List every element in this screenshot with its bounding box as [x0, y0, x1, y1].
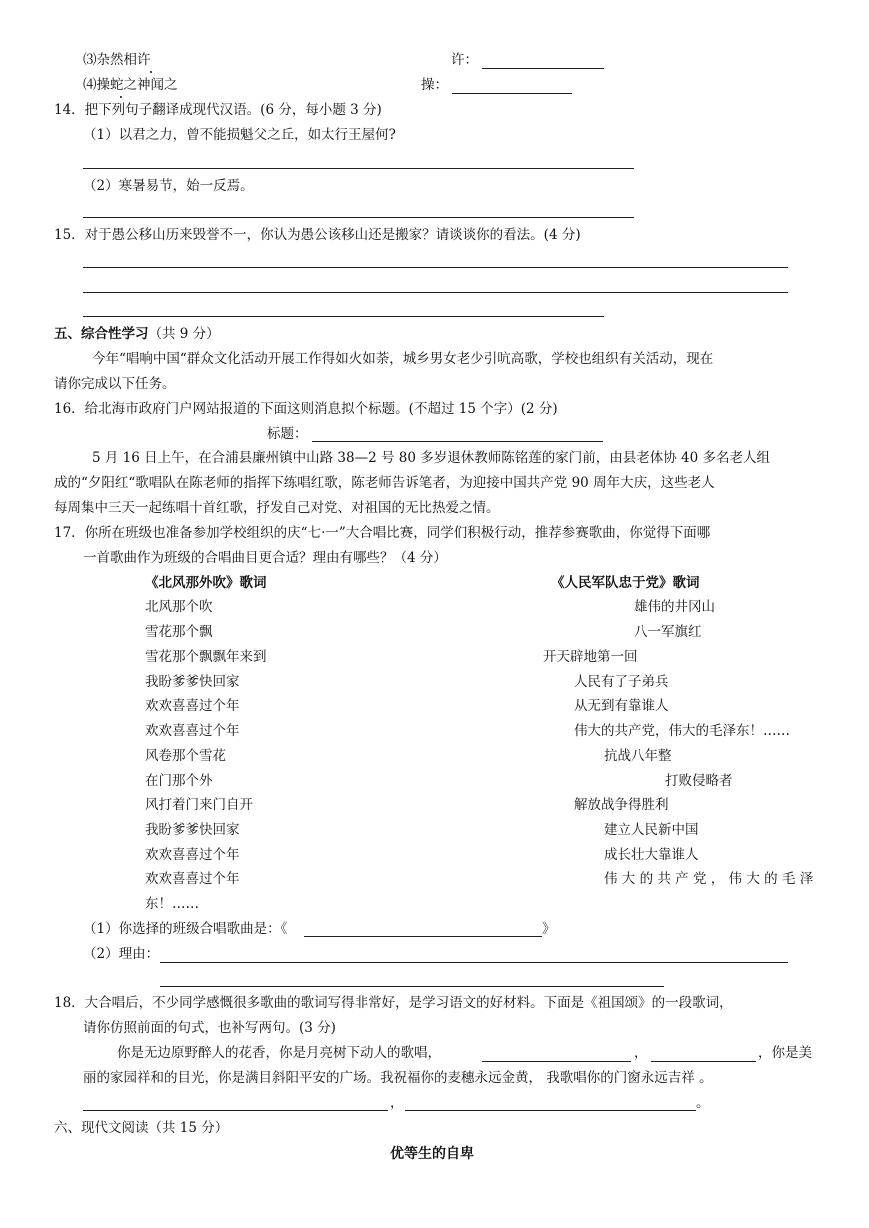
q18-comma-2: ， [390, 1095, 404, 1111]
q17-song-choice-line[interactable] [304, 936, 542, 937]
q15-answer-line-2[interactable] [83, 292, 788, 293]
section5-score: （共 9 分） [148, 326, 220, 342]
q18-stem-line-2: 请你仿照前面的句式，也补写两句。(3 分) [83, 1020, 336, 1036]
q17-answer-2-label: （2）理由： [83, 946, 160, 962]
song2-lyric: 解放战争得胜利 [574, 797, 669, 813]
song2-lyric: 从无到有靠谁人 [574, 698, 669, 714]
q14-sentence-1: （1）以君之力，曾不能损魁父之丘，如太行王屋何? [83, 127, 396, 143]
section5-heading: 五、综合性学习 [54, 326, 149, 342]
q18-text-line-2: 丽的家园祥和的目光，你是满目斜阳平安的广场。我祝福你的麦穗永远金黄， 我歌唱你的门窗永远吉祥 。 [83, 1070, 713, 1086]
q15-answer-line-3[interactable] [83, 316, 604, 317]
q17-reason-line-1[interactable] [160, 962, 788, 963]
song1-lyric: 北风那个吹 [145, 599, 213, 615]
section5-intro-line-1: 今年“唱响中国“群众文化活动开展工作得如火如荼，城乡男女老少引吭高歌，学校也组织有关活动，现在 [92, 351, 714, 367]
song1-lyric: 风打着门来门自开 [145, 797, 253, 813]
q18-text-line-1-tail: ，你是美 [758, 1045, 812, 1061]
emphasis-dot [120, 96, 122, 98]
song2-lyric: 雄伟的井冈山 [634, 599, 715, 615]
q17-stem-line-1: 17．你所在班级也准备参加学校组织的庆“七·一”大合唱比赛，同学们积极行动，推荐参赛歌曲，你觉得下面哪 [54, 525, 711, 541]
q16-news-line-3: 每周集中三天一起练唱十首红歌，抒发自己对党、对祖国的无比热爱之情。 [54, 500, 500, 516]
song2-lyric: 建立人民新中国 [604, 822, 699, 838]
song1-lyric: 欢欢喜喜过个年 [145, 698, 240, 714]
song1-lyric: 欢欢喜喜过个年 [145, 847, 240, 863]
song1-lyric: 雪花那个飘飘年来到 [145, 649, 267, 665]
q16-stem: 16．给北海市政府门户网站报道的下面这则消息拟个标题。(不超过 15 个字）(2 分) [54, 401, 558, 417]
song1-lyric: 我盼爹爹快回家 [145, 674, 240, 690]
q13-item4-sentence: ⑷操蛇之神闻之 [83, 77, 178, 93]
song2-lyric: 开天辟地第一回 [543, 649, 638, 665]
q17-answer-1-suffix: 》 [542, 921, 556, 937]
song2-lyric: 抗战八年整 [604, 748, 672, 764]
q13-item3-answer-line[interactable] [482, 68, 604, 69]
q13-item3-sentence: ⑶杂然相许 [83, 52, 151, 68]
section5-intro-line-2: 请你完成以下任务。 [54, 376, 176, 392]
q18-period: 。 [696, 1095, 710, 1111]
q13-item3-target: 许： [451, 52, 478, 68]
q14-stem: 14．把下列句子翻译成现代汉语。(6 分，每小题 3 分) [54, 102, 382, 118]
song2-lyric: 八一军旗红 [634, 624, 702, 640]
q14-answer-line-1[interactable] [83, 168, 634, 169]
q18-blank-2[interactable] [651, 1061, 756, 1062]
q17-reason-line-2[interactable] [160, 986, 664, 987]
q18-text-line-1: 你是无边原野醉人的花香，你是月亮树下动人的歌唱， [117, 1045, 441, 1061]
q17-answer-1-prefix: （1）你选择的班级合唱歌曲是：《 [83, 921, 288, 937]
q13-item4-answer-line[interactable] [452, 93, 572, 94]
song2-lyric: 打败侵略者 [665, 773, 733, 789]
section5-header [54, 328, 220, 342]
q18-blank-1[interactable] [482, 1061, 631, 1062]
article-title: 优等生的自卑 [390, 1146, 474, 1162]
q18-blank-3[interactable] [83, 1110, 388, 1111]
q17-stem-line-2: 一首歌曲作为班级的合唱曲目更合适？理由有哪些？（4 分） [83, 550, 447, 566]
emphasis-dot [150, 71, 152, 73]
q15-stem: 15．对于愚公移山历来毁誉不一，你认为愚公该移山还是搬家？请谈谈你的看法。(4 分) [54, 227, 581, 243]
song1-title: 《北风那外吹》歌词 [145, 575, 267, 591]
song2-title: 《人民军队忠于党》歌词 [551, 575, 700, 591]
song1-lyric: 在门那个外 [145, 773, 213, 789]
song2-lyric: 人民有了子弟兵 [574, 674, 669, 690]
q18-stem-line-1: 18．大合唱后，不少同学感慨很多歌曲的歌词写得非常好，是学习语文的好材料。下面是《祖国颂》的一段歌词， [54, 995, 733, 1011]
song1-lyric: 我盼爹爹快回家 [145, 822, 240, 838]
song1-lyric: 欢欢喜喜过个年 [145, 723, 240, 739]
song2-lyric: 伟 大 的 共 产 党 ， 伟 大 的 毛 泽 [604, 871, 814, 887]
section6-heading: 六、现代文阅读（共 15 分） [54, 1120, 229, 1136]
q16-news-line-2: 成的“夕阳红“歌唱队在陈老师的指挥下练唱红歌，陈老师告诉笔者，为迎接中国共产党 90 周年大庆，这些老人 [54, 475, 715, 491]
q16-news-line-1: 5 月 16 日上午，在合浦县廉州镇中山路 38—2 号 80 多岁退休教师陈铭莲的家门前，由县老体协 40 多名老人组 [92, 450, 771, 466]
song2-lyric: 伟大的共产党，伟大的毛泽东！…… [574, 723, 790, 739]
song2-lyric: 成长壮大靠谁人 [604, 847, 699, 863]
song2-lyric-wrap: 东！…… [145, 896, 199, 912]
song1-lyric: 风卷那个雪花 [145, 748, 226, 764]
song1-lyric: 欢欢喜喜过个年 [145, 871, 240, 887]
q14-sentence-2: （2）寒暑易节，始一反焉。 [83, 178, 254, 194]
q18-blank-4[interactable] [405, 1110, 696, 1111]
song1-lyric: 雪花那个飘 [145, 624, 213, 640]
q16-title-answer-line[interactable] [312, 441, 603, 442]
q16-title-label: 标题： [267, 426, 308, 442]
q18-comma-1: ， [634, 1045, 648, 1061]
q13-item4-target: 操： [421, 77, 448, 93]
q14-answer-line-2[interactable] [83, 217, 634, 218]
q15-answer-line-1[interactable] [83, 267, 788, 268]
